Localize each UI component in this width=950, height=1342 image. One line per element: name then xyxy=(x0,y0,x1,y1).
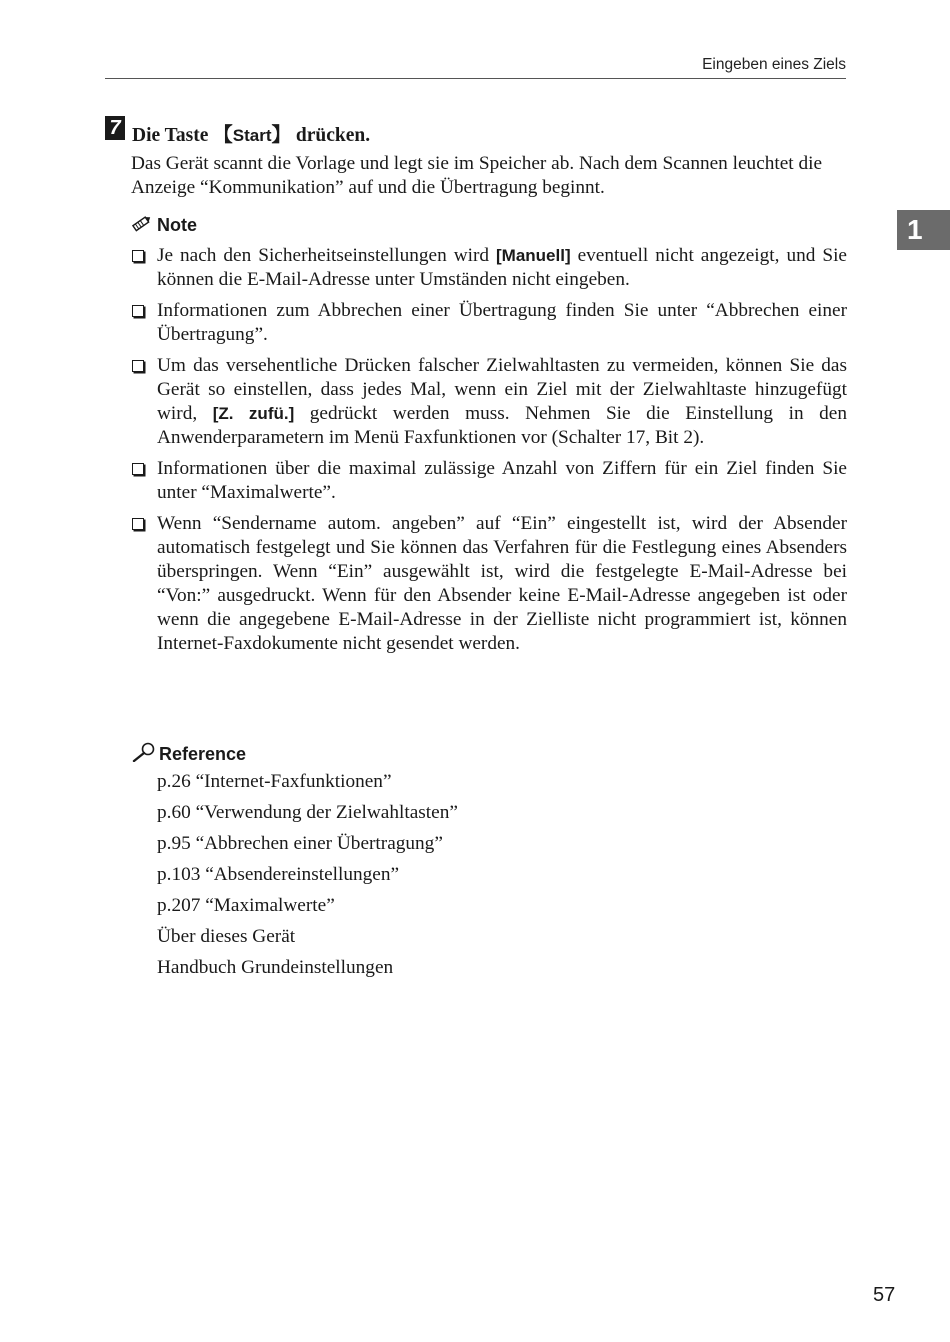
reference-heading xyxy=(131,742,246,767)
checkbox-bullet-icon xyxy=(132,250,144,262)
checkbox-bullet-icon xyxy=(132,305,144,317)
reference-list xyxy=(157,770,458,987)
reference-heading-label: Reference xyxy=(159,744,247,764)
note-item: Um das versehentliche Drücken falscher Zielwahltasten zu vermeiden, können Sie das Gerät so einstellen, dass jedes Mal, wenn ein Ziel mit der Zielwahltaste hinzugefügt wird, [Z. zufü.] gedrückt werden muss. Nehmen Sie die Einstellung in den Anwenderparametern im Menü Faxfunktionen vor (Schalter 17, Bit 2). xyxy=(131,354,847,450)
page-number: 57 xyxy=(873,1284,896,1306)
reference-link[interactable]: p.95 “Abbrechen einer Übertragung” xyxy=(157,833,443,854)
z-zufue-key-label: [Z. zufü.] xyxy=(212,404,295,423)
key-bracket-open: 【 xyxy=(213,124,233,146)
note-item: Je nach den Sicherheitseinstellungen wird [Manuell] eventuell nicht angezeigt, und Sie können die E-Mail-Adresse unter Umständen nicht eingeben. xyxy=(131,244,847,292)
reference-link[interactable]: p.103 “Absendereinstellungen” xyxy=(157,864,400,885)
note-list xyxy=(131,244,847,663)
note-heading-label: Note xyxy=(157,215,197,235)
checkbox-bullet-icon xyxy=(132,360,144,372)
step-title xyxy=(132,119,370,147)
magnifier-icon xyxy=(131,742,157,767)
reference-link[interactable]: p.26 “Internet-Faxfunktionen” xyxy=(157,771,392,792)
note-item: Wenn “Sendername autom. angeben” auf “Ein” eingestellt ist, wird der Absender automatisch festgelegt und Sie können das Verfahren für die Festlegung eines Absenders überspringen. Wenn “Ein” ausgewählt ist, wird die festgelegte E-Mail-Adresse bei “Von:” ausgedruckt. Wenn für den Absender keine E-Mail-Adresse angegeben ist oder wenn die angegebene E-Mail-Adresse in der Zielliste nicht programmiert ist, können Internet-Faxdokumente nicht gesendet werden. xyxy=(131,512,847,656)
reference-link[interactable]: Über dieses Gerät xyxy=(157,926,296,947)
step-number-badge: 7 xyxy=(105,116,125,140)
chapter-tab: 1 xyxy=(897,210,950,250)
reference-link[interactable]: Handbuch Grundeinstellungen xyxy=(157,957,394,978)
checkbox-bullet-icon xyxy=(132,518,144,530)
key-bracket-close: 】 xyxy=(271,124,292,146)
note-heading xyxy=(131,214,197,237)
header-rule xyxy=(105,78,846,79)
note-item: Informationen zum Abbrechen einer Übertragung finden Sie unter “Abbrechen einer Übertragung”. xyxy=(131,299,847,347)
step-description: Das Gerät scannt die Vorlage und legt sie im Speicher ab. Nach dem Scannen leuchtet die Anzeige “Kommunikation” auf und die Übertragung beginnt. xyxy=(131,153,823,198)
reference-link[interactable]: p.60 “Verwendung der Zielwahltasten” xyxy=(157,802,458,823)
manuell-key-label: [Manuell] xyxy=(496,246,571,265)
step-title-suffix: drücken. xyxy=(295,125,371,146)
reference-link[interactable]: p.207 “Maximalwerte” xyxy=(157,895,335,916)
checkbox-bullet-icon xyxy=(132,463,144,475)
note-item: Informationen über die maximal zulässige Anzahl von Ziffern für ein Ziel finden Sie unter “Maximalwerte”. xyxy=(131,457,847,505)
pencil-icon xyxy=(131,214,153,237)
running-header: Eingeben eines Ziels xyxy=(702,56,846,73)
step-title-prefix: Die Taste xyxy=(132,125,209,146)
start-key-label: Start xyxy=(232,126,272,145)
